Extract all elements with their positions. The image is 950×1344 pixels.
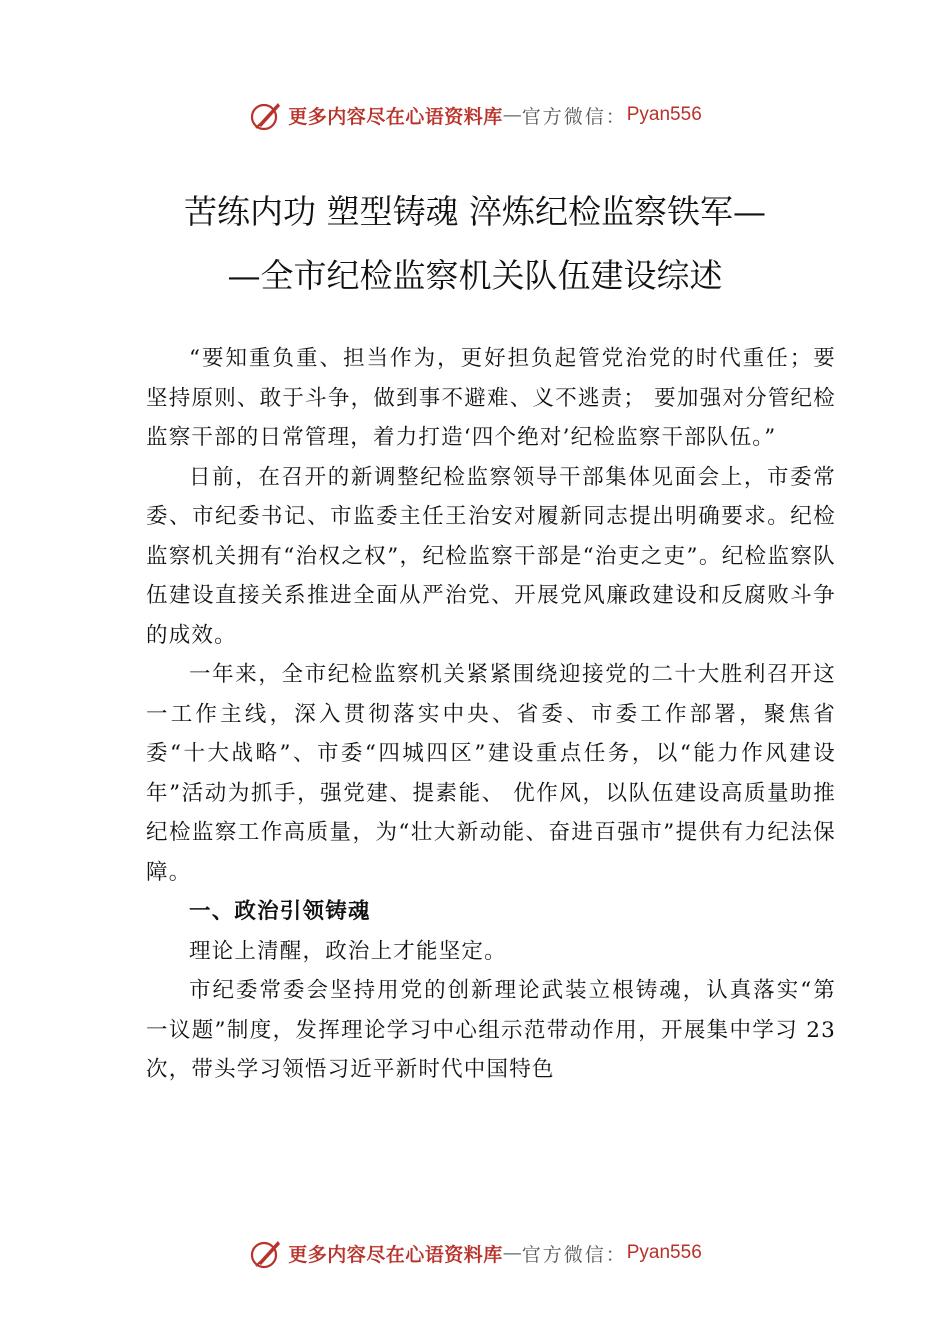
body-paragraph: 理论上清醒，政治上才能坚定。 (189, 938, 507, 964)
body-paragraph: 市纪委常委会坚持用党的创新理论武装立根铸魂，认真落实“第一议题”制度，发挥理论学习中心组示范带动作用，开展集中学习 23 次，带头学习领悟习近平新时代中国特色 (146, 978, 836, 1082)
document-title-line-1: 苦练内功 塑型铸魂 淬炼纪检监察铁军— (184, 192, 766, 231)
body-paragraph: “要知重负重、担当作为，更好担负起管党治党的时代重任；要坚持原则、敢于斗争，做到事不避难、义不逃责； 要加强对分管纪检监察干部的日常管理，着力打造‘四个绝对’纪检监察干部队伍。” (146, 346, 836, 450)
body-paragraph: 日前，在召开的新调整纪检监察领导干部集体见面会上，市委常委、市纪委书记、市监委主任王治安对履新同志提出明确要求。纪检监察机关拥有“治权之权”，纪检监察干部是“治吏之吏”。纪检监察队伍建设直接关系推进全面从严治党、开展党风廉政建设和反腐败斗争的成效。 (146, 464, 836, 648)
quill-logo-icon (248, 97, 284, 133)
body-paragraph: 一年来，全市纪检监察机关紧紧围绕迎接党的二十大胜利召开这一工作主线，深入贯彻落实中央、省委、市委工作部署，聚焦省委“十大战略”、市委“四城四区”建设重点任务，以“能力作风建设年”活动为抓手，强党建、提素能、 优作风，以队伍建设高质量助推纪检监察工作高质量，为“壮大新动能、奋进百强市”提供有力纪法保障。 (146, 662, 836, 885)
watermark-brand: 更多内容尽在心语资料库 (288, 1243, 503, 1266)
watermark-account: Pyan556 (626, 104, 702, 125)
watermark-banner-bottom (0, 1233, 950, 1273)
watermark-separator: — (502, 1242, 522, 1264)
document-title-line-2: —全市纪检监察机关队伍建设综述 (227, 256, 723, 295)
watermark-separator: — (502, 104, 522, 126)
watermark-account: Pyan556 (626, 1242, 702, 1263)
section-heading: 一、政治引领铸魂 (189, 899, 371, 924)
watermark-official-label: 官方微信： (521, 1243, 627, 1266)
document-body (146, 339, 836, 1090)
quill-logo-icon (248, 1235, 284, 1271)
watermark-official-label: 官方微信： (521, 105, 627, 128)
watermark-banner-top (0, 95, 950, 135)
watermark-brand: 更多内容尽在心语资料库 (288, 105, 503, 128)
